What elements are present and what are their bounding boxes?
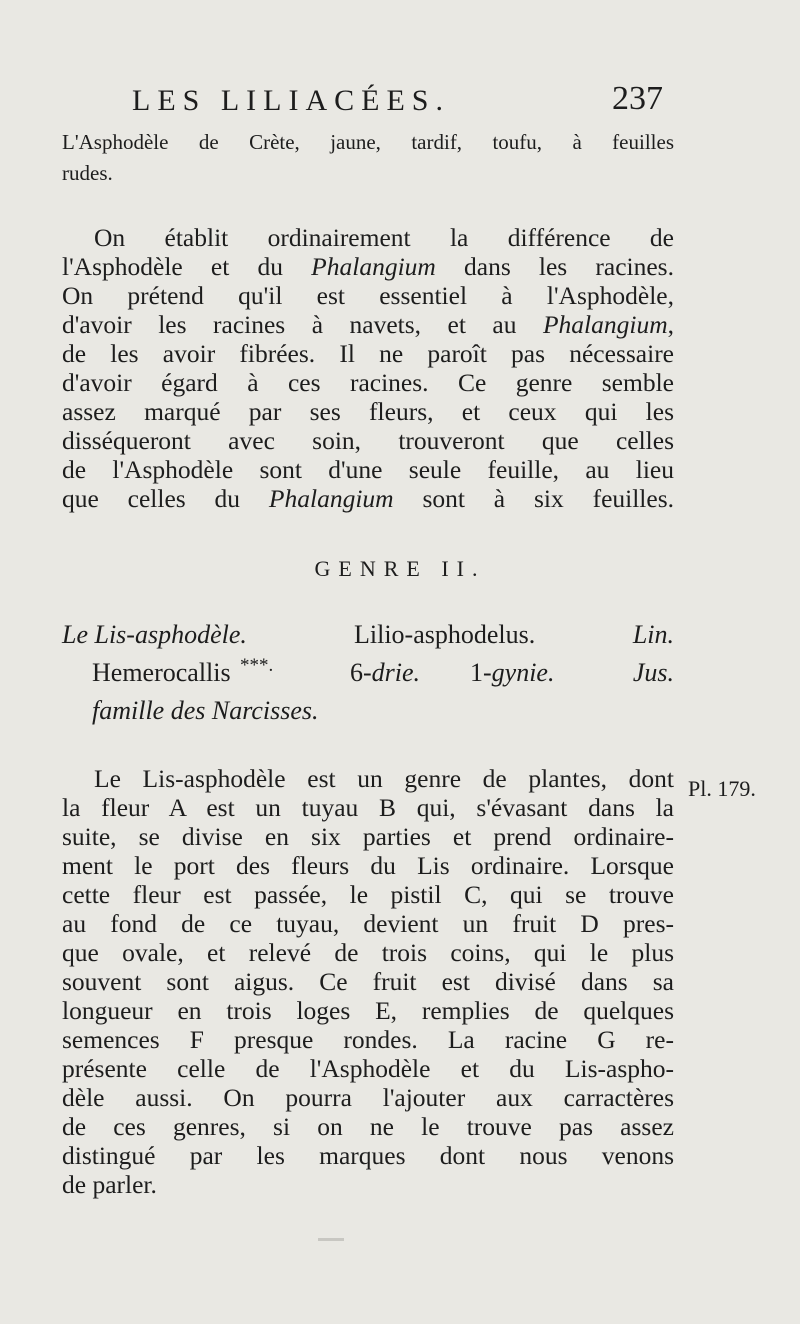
author-abbreviation: Lin.: [632, 620, 674, 649]
text-line: On établit ordinairement la différence de: [94, 223, 674, 252]
author-abbreviation: Jus.: [632, 658, 674, 687]
page-number: 237: [612, 80, 663, 117]
french-name: Le Lis-asphodèle.: [62, 620, 247, 649]
plate-reference: Pl. 179.: [688, 776, 756, 801]
text-line: Le Lis-asphodèle est un genre de plantes, dont: [94, 764, 674, 793]
text-line: présente celle de l'Asphodèle et du Lis-aspho-: [62, 1054, 674, 1083]
text-line: de ces genres, si on ne le trouve pas assez: [62, 1112, 674, 1141]
text-line: souvent sont aigus. Ce fruit est divisé dans sa: [62, 967, 674, 996]
running-head: LES LILIACÉES.: [132, 84, 450, 117]
text-line: disséqueront avec soin, trouveront que celles: [62, 426, 674, 455]
asterisk-mark: ***.: [240, 655, 274, 676]
text-line: d'avoir les racines à navets, et au Phalangium,: [62, 310, 674, 339]
text-line: de parler.: [62, 1170, 157, 1199]
text-line: dèle aussi. On pourra l'ajouter aux carractères: [62, 1083, 674, 1112]
previous-entry-line: rudes.: [62, 161, 113, 185]
stamen-count: 6-drie.: [350, 658, 421, 687]
latin-name: Lilio-asphodelus.: [354, 620, 536, 649]
genus-name: Hemerocallis: [92, 658, 231, 687]
text-line: cette fleur est passée, le pistil C, qui se trouve: [62, 880, 674, 909]
text-line: la fleur A est un tuyau B qui, s'évasant dans la: [62, 793, 674, 822]
text-line: ment le port des fleurs du Lis ordinaire. Lorsque: [62, 851, 674, 880]
text-line: longueur en trois loges E, remplies de quelques: [62, 996, 674, 1025]
text-line: d'avoir égard à ces racines. Ce genre semble: [62, 368, 674, 397]
text-line: l'Asphodèle et du Phalangium dans les racines.: [62, 252, 674, 281]
family-line: famille des Narcisses.: [92, 696, 319, 725]
text-line: semences F presque rondes. La racine G re-: [62, 1025, 674, 1054]
page-header: [0, 80, 800, 124]
text-line: de les avoir fibrées. Il ne paroît pas nécessaire: [62, 339, 674, 368]
text-line: au fond de ce tuyau, devient un fruit D pres-: [62, 909, 674, 938]
text-line: suite, se divise en six parties et prend ordinaire-: [62, 822, 674, 851]
text-line: que ovale, et relevé de trois coins, qui le plus: [62, 938, 674, 967]
text-line: assez marqué par ses fleurs, et ceux qui les: [62, 397, 674, 426]
text-line: distingué par les marques dont nous venons: [62, 1141, 674, 1170]
genre-heading: GENRE II.: [314, 556, 486, 581]
text-line: que celles du Phalangium sont à six feuilles.: [62, 484, 675, 513]
previous-entry-line: L'Asphodèle de Crète, jaune, tardif, toufu, à feuilles: [62, 130, 674, 154]
pistil-count: 1-gynie.: [470, 658, 555, 687]
text-line: de l'Asphodèle sont d'une seule feuille, au lieu: [62, 455, 674, 484]
ink-smudge: [318, 1238, 344, 1241]
text-line: On prétend qu'il est essentiel à l'Asphodèle,: [62, 281, 674, 310]
